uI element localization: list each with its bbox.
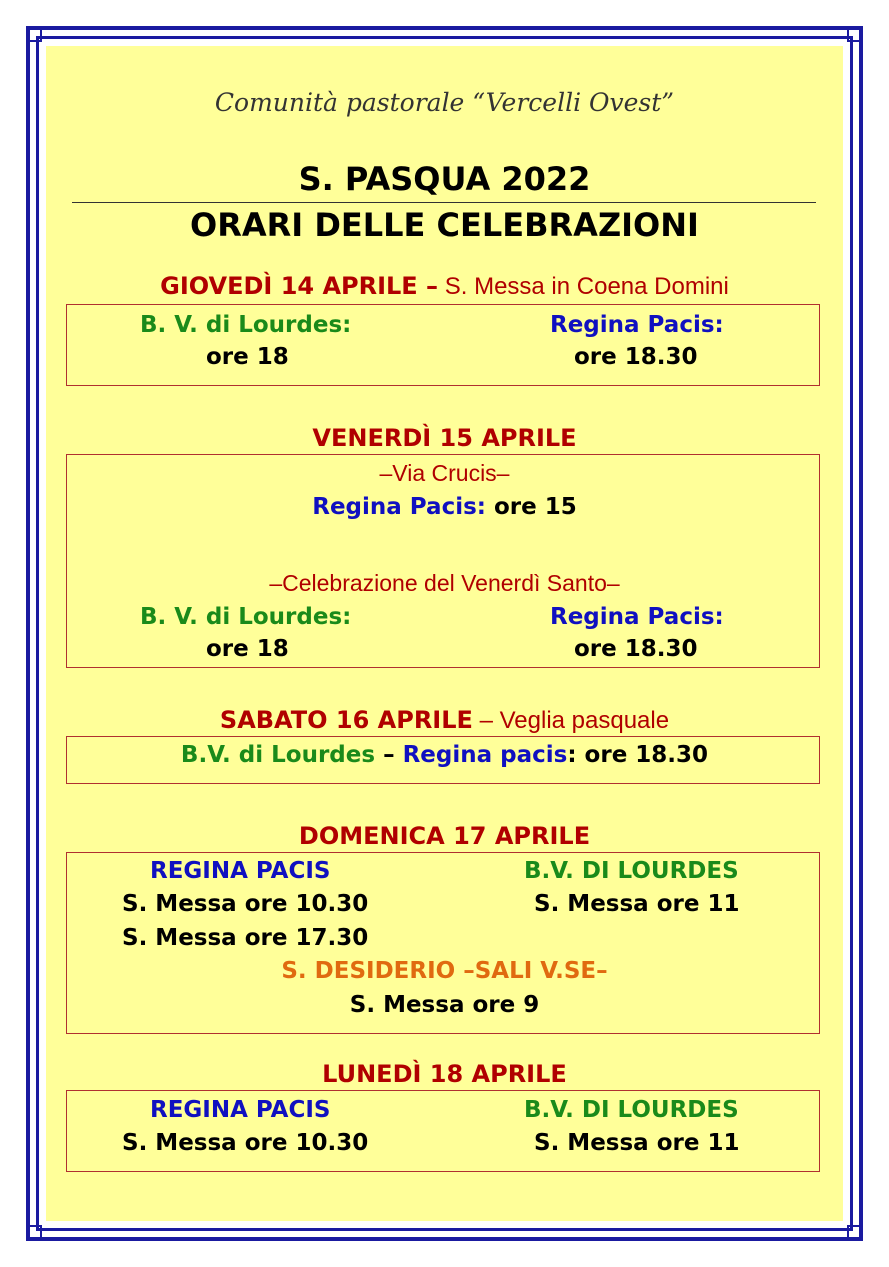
friday-via-time: ore 15: [485, 494, 577, 520]
corner-ornament-bl: [26, 1225, 42, 1241]
sunday-pacis-label: REGINA PACIS: [150, 858, 331, 884]
saturday-lourdes: B.V. di Lourdes: [180, 742, 376, 768]
thursday-header: [0, 272, 889, 301]
monday-header: [0, 1060, 889, 1088]
monday-day: LUNEDÌ 18 APRILE: [322, 1060, 567, 1088]
sunday-pacis-time-2: S. Messa ore 17.30: [122, 925, 369, 951]
saturday-dash: –: [375, 742, 403, 768]
friday-lourdes-time: ore 18: [206, 636, 289, 662]
thursday-lourdes-label: B. V. di Lourdes:: [140, 312, 352, 338]
saturday-pacis: Regina pacis: [402, 742, 568, 768]
page-title: S. PASQUA 2022: [298, 160, 591, 198]
thursday-pacis-label: Regina Pacis:: [550, 312, 724, 338]
saturday-day: SABATO 16 APRILE: [219, 706, 473, 734]
corner-ornament-tl: [26, 26, 42, 42]
community-name: Comunità pastorale “Vercelli Ovest”: [214, 88, 675, 117]
monday-pacis-label: REGINA PACIS: [150, 1097, 331, 1123]
saturday-time: : ore 18.30: [567, 742, 709, 768]
thursday-service: S. Messa in Coena Domini: [438, 273, 729, 300]
sunday-desiderio-label: S. DESIDERIO –SALI V.SE–: [281, 958, 608, 984]
saturday-service: – Veglia pasquale: [472, 707, 670, 734]
saturday-header: [0, 706, 889, 735]
corner-ornament-tr: [847, 26, 863, 42]
saturday-line: [0, 742, 889, 768]
thursday-pacis-time: ore 18.30: [574, 344, 698, 370]
friday-day: VENERDÌ 15 APRILE: [312, 424, 577, 452]
friday-pacis-label: Regina Pacis:: [550, 604, 724, 630]
monday-lourdes-time: S. Messa ore 11: [534, 1130, 740, 1156]
friday-via-crucis: –Via Crucis–: [379, 460, 510, 486]
sunday-lourdes-label: B.V. DI LOURDES: [524, 858, 739, 884]
friday-via-line: [0, 494, 889, 520]
sunday-lourdes-time: S. Messa ore 11: [534, 891, 740, 917]
title-divider: [72, 202, 816, 203]
sunday-desiderio-time: S. Messa ore 9: [349, 992, 540, 1018]
sunday-day: DOMENICA 17 APRILE: [298, 822, 591, 850]
friday-header: [0, 424, 889, 452]
friday-via-label: Regina Pacis:: [312, 494, 486, 520]
friday-lourdes-label: B. V. di Lourdes:: [140, 604, 352, 630]
sunday-pacis-time-1: S. Messa ore 10.30: [122, 891, 369, 917]
friday-pacis-time: ore 18.30: [574, 636, 698, 662]
friday-celebration: –Celebrazione del Venerdì Santo–: [269, 570, 620, 596]
thursday-lourdes-time: ore 18: [206, 344, 289, 370]
thursday-day: GIOVEDÌ 14 APRILE –: [160, 272, 439, 300]
corner-ornament-br: [847, 1225, 863, 1241]
sunday-header: [0, 822, 889, 850]
monday-pacis-time: S. Messa ore 10.30: [122, 1130, 369, 1156]
monday-lourdes-label: B.V. DI LOURDES: [524, 1097, 739, 1123]
page-subtitle: ORARI DELLE CELEBRAZIONI: [190, 206, 699, 244]
